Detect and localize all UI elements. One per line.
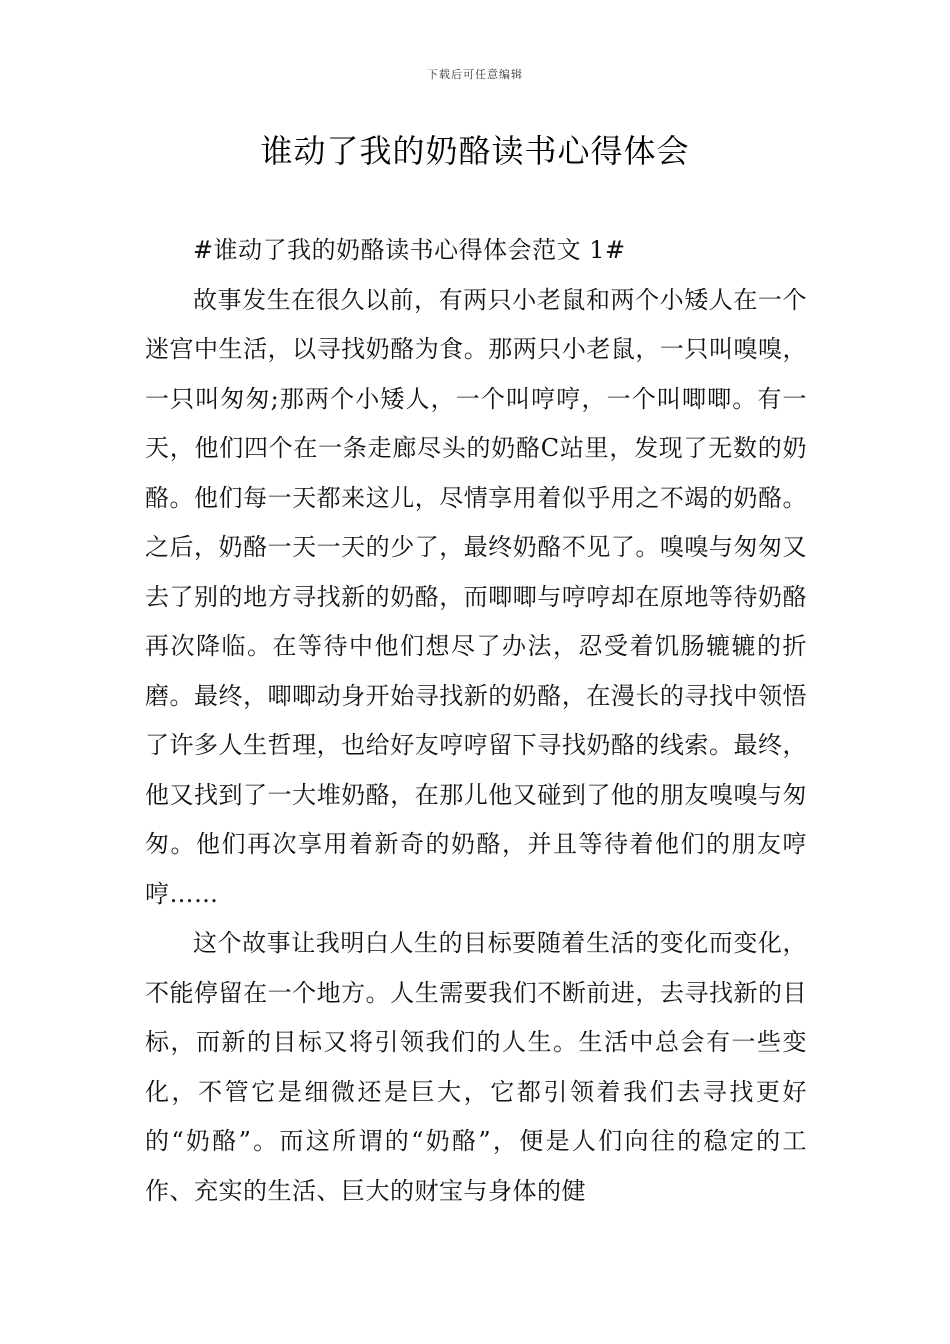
- page-title: 谁动了我的奶酪读书心得体会: [260, 132, 690, 170]
- body-paragraph-1: 故事发生在很久以前，有两只小老鼠和两个小矮人在一个迷宫中生活，以寻找奶酪为食。那两只小老鼠，一只叫嗅嗅，一只叫匆匆;那两个小矮人，一个叫哼哼，一个叫唧唧。有一天，他们四个在一条走廊尽头的奶酪C站里，发现了无数的奶酪。他们每一天都来这儿，尽情享用着似乎用之不竭的奶酪。之后，奶酪一天一天的少了，最终奶酪不见了。嗅嗅与匆匆又去了别的地方寻找新的奶酪，而唧唧与哼哼却在原地等待奶酪再次降临。在等待中他们想尽了办法，忍受着饥肠辘辘的折磨。最终，唧唧动身开始寻找新的奶酪，在漫长的寻找中领悟了许多人生哲理，也给好友哼哼留下寻找奶酪的线索。最终，他又找到了一大堆奶酪，在那儿他又碰到了他的朋友嗅嗅与匆匆。他们再次享用着新奇的奶酪，并且等待着他们的朋友哼哼……: [145, 285, 807, 908]
- document-body: [145, 226, 807, 1216]
- body-paragraph-2: 这个故事让我明白人生的目标要随着生活的变化而变化，不能停留在一个地方。人生需要我们不断前进，去寻找新的目标，而新的目标又将引领我们的人生。生活中总会有一些变化，不管它是细微还是巨大，它都引领着我们去寻找更好的“奶酪”。而这所谓的“奶酪”，便是人们向往的稳定的工作、充实的生活、巨大的财宝与身体的健: [145, 929, 807, 1205]
- section-subheading: #谁动了我的奶酪读书心得体会范文 1#: [193, 236, 626, 264]
- header-note: 下载后可任意编辑: [427, 68, 523, 81]
